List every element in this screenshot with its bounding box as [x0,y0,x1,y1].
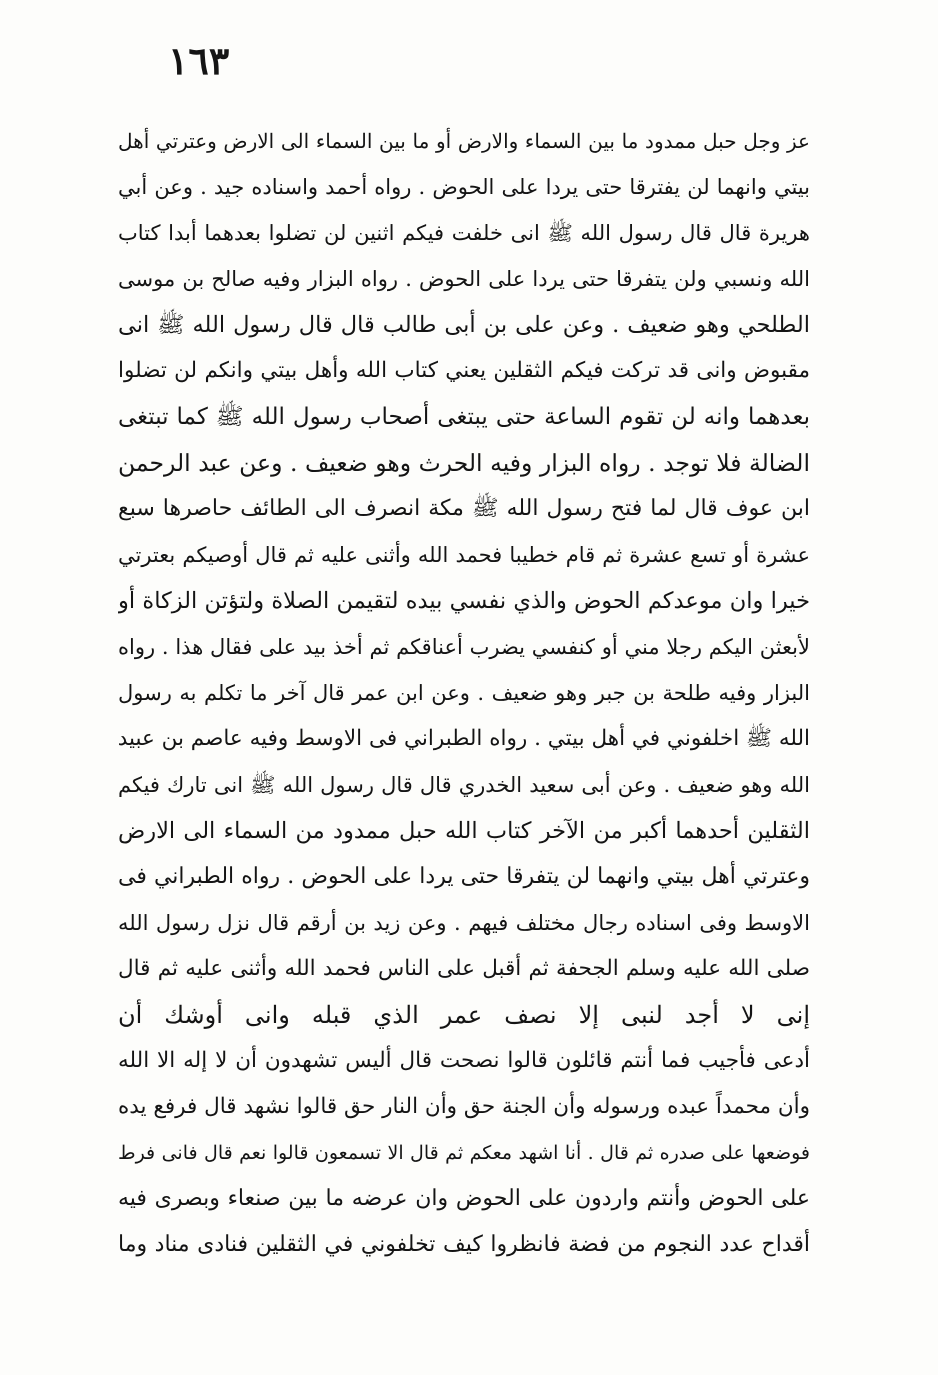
text-line: فوضعها على صدره ثم قال . أنا اشهد معكم ثم قال الا تسمعون قالوا نعم قال فانى فرط [118,1142,810,1164]
text-line: أقداح عدد النجوم من فضة فانظروا كيف تخلفوني في الثقلين فنادى مناد وما [118,1232,810,1257]
body-text [118,118,810,1268]
text-line: صلى الله عليه وسلم الجحفة ثم أقبل على الناس فحمد الله وأثنى عليه ثم قال [118,956,810,981]
page-number: ١٦٣ [168,38,230,83]
text-line: خيرا وان موعدكم الحوض والذي نفسي بيده لتقيمن الصلاة ولتؤتن الزكاة أو [118,588,810,614]
text-line: وعترتي أهل بيتي وانهما لن يتفرقا حتى يردا على الحوض . رواه الطبراني فى [118,864,810,889]
text-line: الله ونسبي ولن يتفرقا حتى يردا على الحوض . رواه البزار وفيه صالح بن موسى [118,267,810,291]
text-line: هريرة قال قال رسول الله ﷺ انى خلفت فيكم اثنين لن تضلوا بعدهما أبدا كتاب [118,221,810,245]
text-line: وأن محمداً عبده ورسوله وأن الجنة حق وأن النار حق قالوا نشهد قال فرفع يده [118,1094,810,1119]
text-line: الطلحي وهو ضعيف . وعن على بن أبى طالب قال قال رسول الله ﷺ انى [118,312,810,338]
text-line: عز وجل حبل ممدود ما بين السماء والارض أو ما بين السماء الى الارض وعترتي أهل [118,129,810,153]
text-line: لأبعثن اليكم رجلا مني أو كنفسي يضرب أعناقكم ثم أخذ بيد على فقال هذا . رواه [118,635,810,659]
text-line: إنى لا أجد لنبى إلا نصف عمر الذي قبله وانى أوشك أن [118,1001,810,1029]
text-line: الاوسط وفى اسناده رجال مختلف فيهم . وعن زيد بن أرقم قال نزل رسول الله [118,911,810,935]
text-line: الضالة فلا توجد . رواه البزار وفيه الحرث وهو ضعيف . وعن عبد الرحمن [118,449,810,477]
text-line: بعدهما وانه لن تقوم الساعة حتى يبتغى أصحاب رسول الله ﷺ كما تبتغى [118,404,810,430]
text-line: مقبوض وانى قد تركت فيكم الثقلين يعني كتاب الله وأهل بيتي وانكم لن تضلوا [118,358,810,383]
text-line: على الحوض وأنتم واردون على الحوض وان عرضه ما بين صنعاء وبصرى فيه [118,1186,810,1211]
text-line: الله ﷺ اخلفوني في أهل بيتي . رواه الطبراني فى الاوسط وفيه عاصم بن عبيد [118,726,810,751]
text-line: أدعى فأجيب فما أنتم قائلون قالوا نصحت قال أليس تشهدون أن لا إله الا الله [118,1048,810,1073]
text-line: بيتي وانهما لن يفترقا حتى يردا على الحوض . رواه أحمد واسناده جيد . وعن أبي [118,175,810,199]
text-line: عشرة أو تسع عشرة ثم قام خطيبا فحمد الله وأثنى عليه ثم قال أوصيكم بعترتي [118,543,810,567]
text-line: ابن عوف قال لما فتح رسول الله ﷺ مكة انصرف الى الطائف حاصرها سبع [118,496,810,521]
text-line: الله وهو ضعيف . وعن أبى سعيد الخدري قال قال رسول الله ﷺ انى تارك فيكم [118,773,810,797]
text-line: الثقلين أحدهما أكبر من الآخر كتاب الله حبل ممدود من السماء الى الارض [118,818,810,844]
text-line: البزار وفيه طلحة بن جبر وهو ضعيف . وعن ابن عمر قال آخر ما تكلم به رسول [118,681,810,705]
